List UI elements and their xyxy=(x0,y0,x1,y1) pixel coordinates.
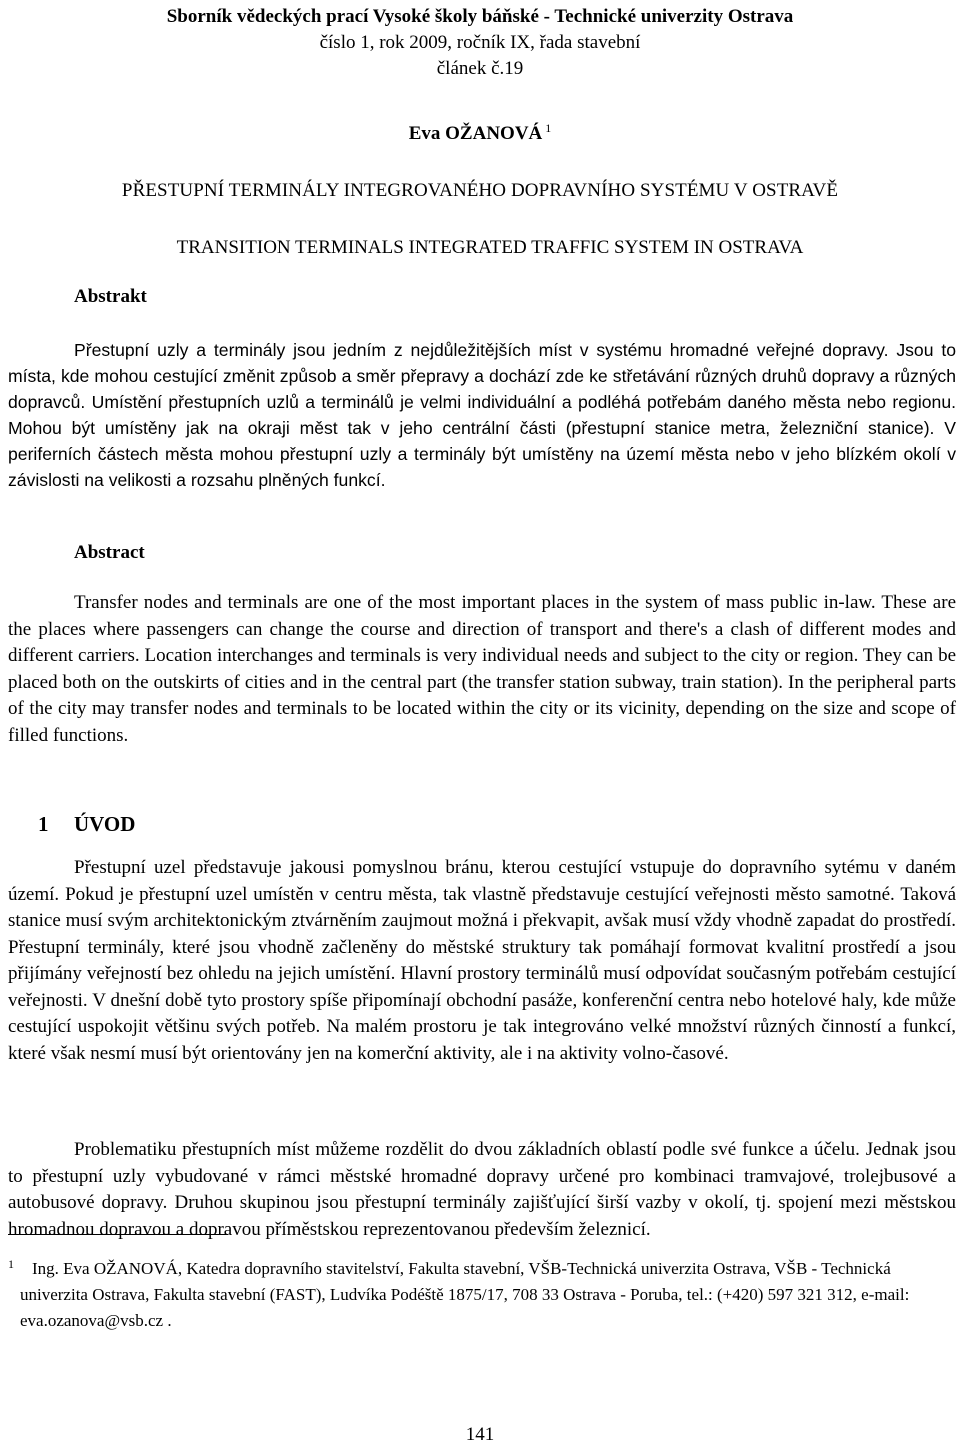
footnote-divider xyxy=(8,1234,228,1235)
author-line xyxy=(0,123,960,145)
abstrakt-text: Přestupní uzly a terminály jsou jedním z nejdůležitějších míst v systému hromadné veřejné dopravy. Jsou to místa, kde mohou cestující změnit způsob a směr přepravy a dochází zde ke střetávání různých druhů dopravy a různých dopravců. Umístění přestupních uzlů a terminálů je velmi individuální a podléhá potřebám daného města nebo regionu. Mohou být umístěny jak na okraji měst tak v jeho centrální části (přestupní stanice metra, železniční stanice). V periferních částech města mohou přestupní uzly a terminály být umístěny na území města nebo v jeho blízkém okolí v závislosti na velikosti a rozsahu plněných funkcí. xyxy=(8,340,956,491)
section-heading-intro xyxy=(38,812,135,837)
abstrakt-heading: Abstrakt xyxy=(74,286,147,307)
issue-info: číslo 1, rok 2009, ročník IX, řada stavební xyxy=(319,32,641,53)
abstract-heading: Abstract xyxy=(74,542,145,563)
article-number: článek č.19 xyxy=(436,58,524,79)
title-czech: PŘESTUPNÍ TERMINÁLY INTEGROVANÉHO DOPRAVNÍHO SYSTÉMU V OSTRAVĚ xyxy=(121,180,839,201)
journal-header xyxy=(0,4,960,82)
intro-paragraph-1: Přestupní uzel představuje jakousi pomyslnou bránu, kterou cestující vstupuje do dopravního sytému v daném území. Pokud je přestupní uzel umístěn v centru města, tak vlastně představuje cestující veřejnosti město samotné. Taková stanice musí svým architektonickým ztvárněním zaujmout možná i překvapit, avšak musí vždy vhodně zapadat do prostředí. Přestupní terminály, které jsou vhodně začleněny do městské struktury tak pomáhají formovat kvalitní prostředí a jsou přijímány veřejností bez ohledu na jejich umístění. Hlavní prostory terminálů musí odpovídat současným potřebám cestující veřejnosti. V dnešní době tyto prostory spíše připomínají obchodní pasáže, konferenční centra nebo hotelové haly, kde může cestující uspokojit většinu svých potřeb. Na malém prostoru je tak integrováno velké množství různých činností a funkcí, které však nesmí musí být orientovány jen na komerční aktivity, ale i na aktivity volno-časové. xyxy=(8,857,956,1064)
author-name: Eva OŽANOVÁ xyxy=(408,123,543,144)
footnote xyxy=(8,1256,956,1334)
author-footnote-mark: 1 xyxy=(545,121,552,135)
abstract-text: Transfer nodes and terminals are one of the most important places in the system of mass public in-law. These are the places where passengers can change the course and direction of transport and there's a clash of different modes and different carriers. Location interchanges and terminals is very individual needs and subject to the city or region. They can be placed both on the outskirts of cities and in the central part (the transfer station subway, train station). In the peripheral parts of the city may transfer nodes and terminals to be located within the city or its vicinity, depending on the size and scope of filled functions. xyxy=(8,592,956,746)
intro-paragraph-2: Problematiku přestupních míst můžeme rozdělit do dvou základních oblastí podle své funkce a účelu. Jednak jsou to přestupní uzly vybudované v rámci městské hromadné dopravy určené pro kombinaci tramvajové, trolejbusové a autobusové dopravy. Druhou skupinou jsou přestupní terminály zajišťující širší vazby v okolí, tj. spojení mezi městskou hromadnou dopravou a dopravou příměstskou reprezentovanou především železnicí. xyxy=(8,1139,956,1240)
title-english: TRANSITION TERMINALS INTEGRATED TRAFFIC SYSTEM IN OSTRAVA xyxy=(176,237,804,258)
section-number: 1 xyxy=(38,812,49,836)
footnote-mark: 1 xyxy=(8,1257,14,1271)
journal-title: Sborník vědeckých prací Vysoké školy báňské - Technické univerzity Ostrava xyxy=(166,6,794,27)
section-title: ÚVOD xyxy=(74,812,136,836)
page-number: 141 xyxy=(465,1424,495,1445)
footnote-text: Ing. Eva OŽANOVÁ, Katedra dopravního stavitelství, Fakulta stavební, VŠB-Technická univerzita Ostrava, VŠB - Technická univerzita Ostrava, Fakulta stavební (FAST), Ludvíka Podéště 1875/17, 708 33 Ostrava - Poruba, tel.: (+420) 597 321 312, e-mail: eva.ozanova@vsb.cz . xyxy=(20,1259,910,1330)
